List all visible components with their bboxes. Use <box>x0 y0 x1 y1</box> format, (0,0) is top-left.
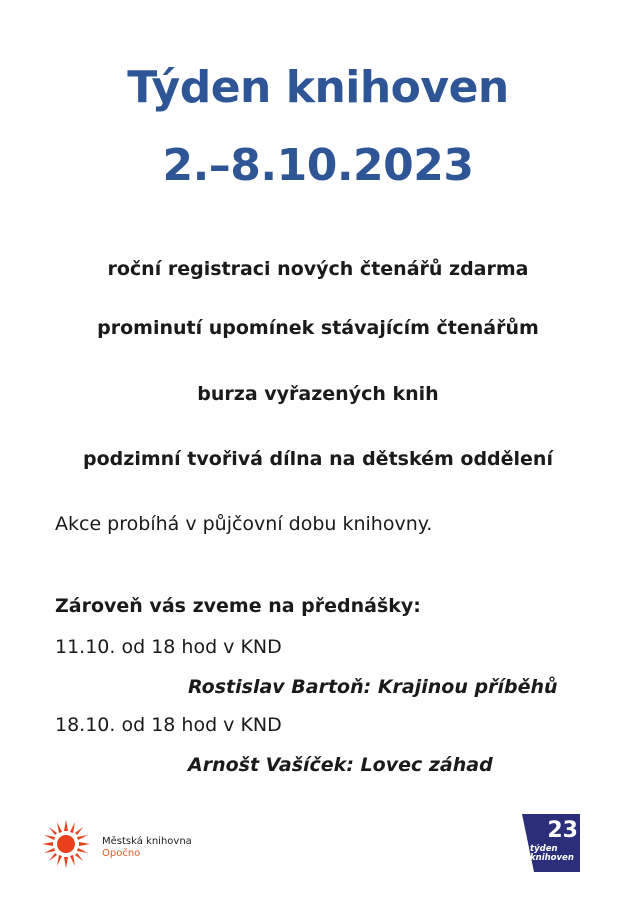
week-label-line1: týden <box>530 844 558 854</box>
year-number: 23 <box>547 818 578 843</box>
lecture-title: Rostislav Bartoň: Krajinou příběhů <box>188 676 558 698</box>
lecture-time: 18.10. od 18 hod v KND <box>55 714 282 736</box>
event-dates: 2.–8.10.2023 <box>162 140 474 191</box>
offer-item: podzimní tvořivá dílna na dětském oddělení <box>83 448 553 470</box>
lecture-title: Arnošt Vašíček: Lovec záhad <box>188 754 493 776</box>
sun-icon <box>40 818 92 870</box>
opening-hours-note: Akce probíhá v půjčovní dobu knihovny. <box>55 513 433 535</box>
offer-item: burza vyřazených knih <box>197 383 439 405</box>
week-label-line2: knihoven <box>530 853 574 863</box>
page-title: Týden knihoven <box>127 62 509 113</box>
library-name: Městská knihovna <box>102 836 192 847</box>
offer-item: roční registraci nových čtenářů zdarma <box>107 258 529 280</box>
offer-item: prominutí upomínek stávajícím čtenářům <box>97 317 539 339</box>
lectures-heading: Zároveň vás zveme na přednášky: <box>55 595 421 617</box>
library-city: Opočno <box>102 848 141 859</box>
library-week-logo <box>520 812 582 874</box>
lecture-time: 11.10. od 18 hod v KND <box>55 636 282 658</box>
library-logo <box>40 818 220 868</box>
